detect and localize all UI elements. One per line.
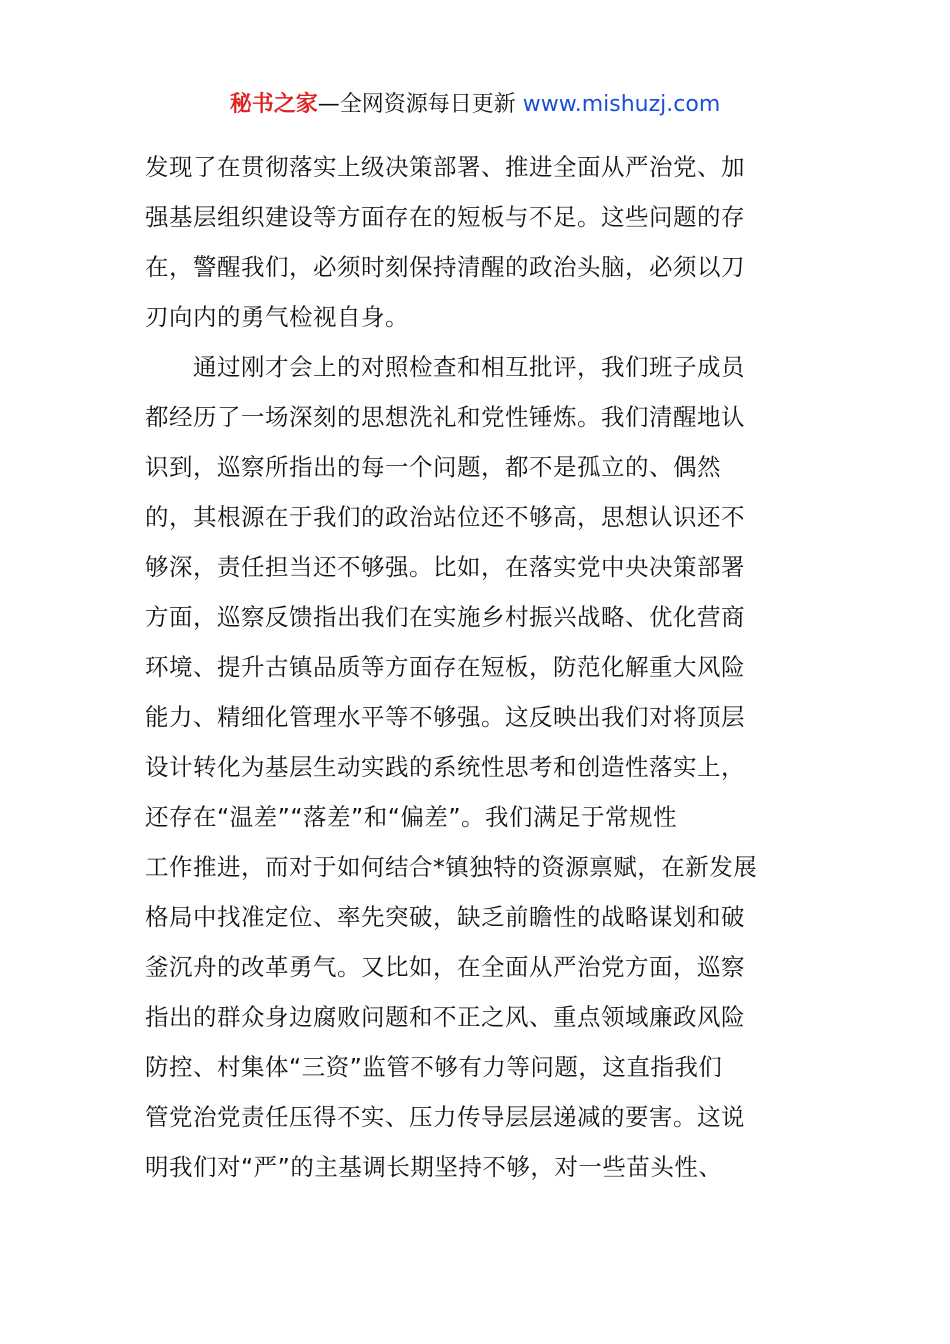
- text-line: 格局中找准定位、率先突破，缺乏前瞻性的战略谋划和破: [145, 903, 745, 931]
- text-line: 防控、村集体“三资”监管不够有力等问题，这直指我们: [145, 1053, 723, 1081]
- text-line: 釜沉舟的改革勇气。又比如，在全面从严治党方面，巡察: [145, 953, 745, 981]
- site-url-link[interactable]: www.mishuzj.com: [522, 92, 721, 117]
- text-line: 能力、精细化管理水平等不够强。这反映出我们对将顶层: [145, 703, 745, 731]
- text-line: 方面，巡察反馈指出我们在实施乡村振兴战略、优化营商: [145, 603, 745, 631]
- header-tagline: —全网资源每日更新: [317, 92, 523, 117]
- text-line: 还存在“温差”“落差”和“偏差”。我们满足于常规性: [145, 803, 678, 831]
- text-line: 管党治党责任压得不实、压力传导层层递减的要害。这说: [145, 1103, 745, 1131]
- page-header: [0, 88, 950, 122]
- text-line: 都经历了一场深刻的思想洗礼和党性锤炼。我们清醒地认: [145, 403, 745, 431]
- brand-name: 秘书之家: [229, 92, 318, 117]
- text-line: 强基层组织建设等方面存在的短板与不足。这些问题的存: [145, 203, 745, 231]
- text-line: 明我们对“严”的主基调长期坚持不够，对一些苗头性、: [145, 1153, 723, 1181]
- text-line: 发现了在贯彻落实上级决策部署、推进全面从严治党、加: [145, 153, 745, 181]
- document-body: [145, 142, 807, 1192]
- text-line: 的，其根源在于我们的政治站位还不够高，思想认识还不: [145, 503, 745, 531]
- text-line: 够深，责任担当还不够强。比如，在落实党中央决策部署: [145, 553, 745, 581]
- text-line: 识到，巡察所指出的每一个问题，都不是孤立的、偶然: [145, 453, 721, 481]
- text-line: 指出的群众身边腐败问题和不正之风、重点领域廉政风险: [145, 1003, 745, 1031]
- text-line: 工作推进，而对于如何结合*镇独特的资源禀赋，在新发展: [145, 853, 758, 881]
- text-line: 设计转化为基层生动实践的系统性思考和创造性落实上，: [145, 753, 745, 781]
- paragraph-start-line: 通过刚才会上的对照检查和相互批评，我们班子成员: [145, 353, 745, 381]
- text-line: 在，警醒我们，必须时刻保持清醒的政治头脑，必须以刀: [145, 253, 745, 281]
- text-line: 环境、提升古镇品质等方面存在短板，防范化解重大风险: [145, 653, 745, 681]
- text-line: 刃向内的勇气检视自身。: [145, 303, 409, 331]
